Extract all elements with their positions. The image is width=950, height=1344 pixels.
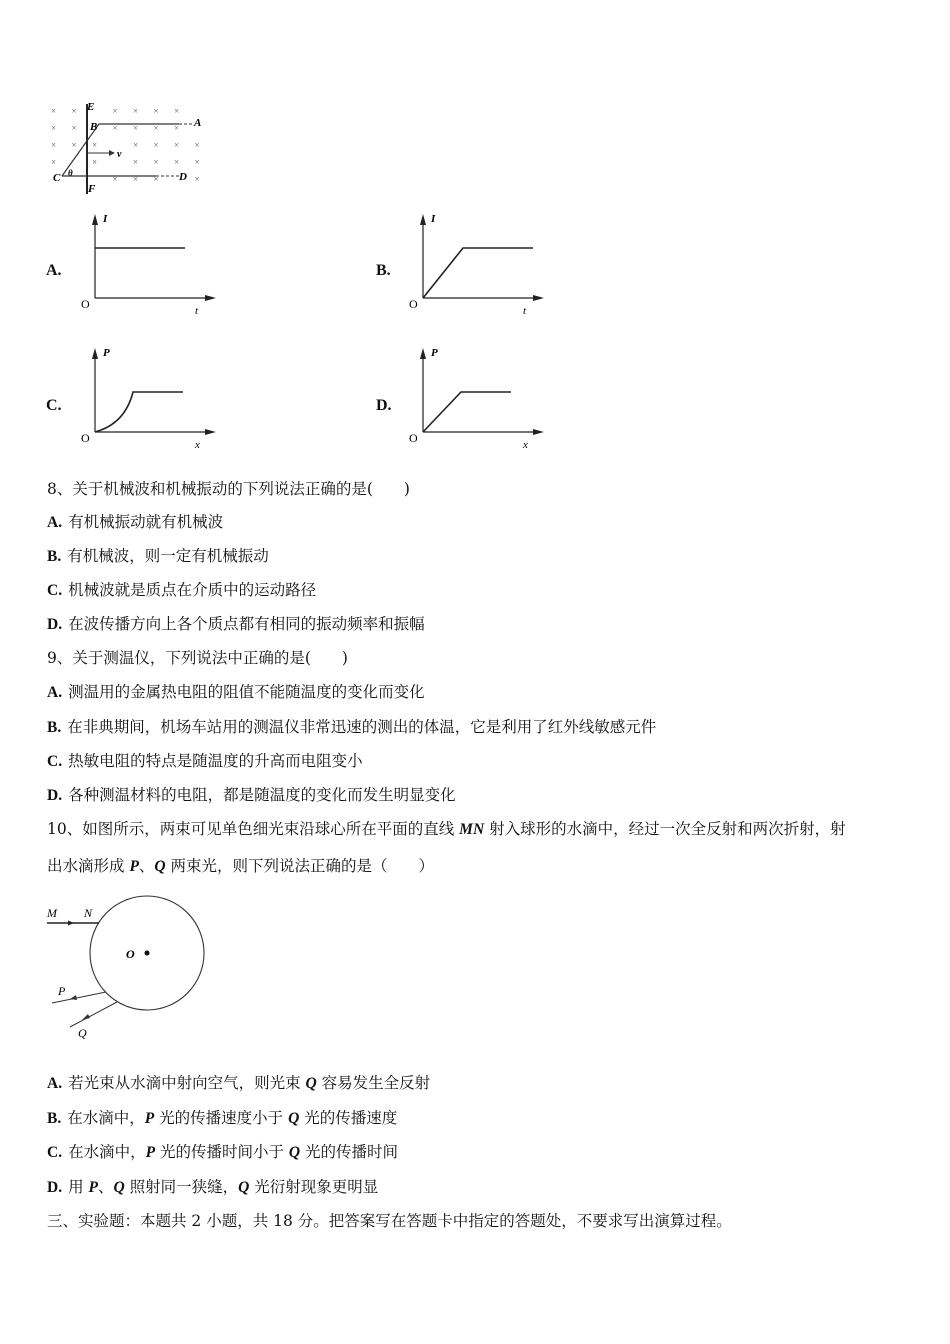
origin-label: O (409, 431, 418, 445)
text-segment: 两束光，则下列说法正确的是（ ） (165, 857, 435, 875)
y-axis-label: I (103, 213, 108, 225)
origin-label: O (409, 297, 418, 311)
q8-option-a[interactable] (47, 512, 223, 533)
q9-stem (47, 648, 348, 668)
text-segment: 三、实验题：本题共 2 小题，共 18 分。把答案写在答题卡中指定的答题处，不要求写出演算过程。 (47, 1212, 732, 1230)
label-a: A (194, 117, 202, 129)
label-c: C (53, 172, 61, 184)
text-segment: 用 (68, 1178, 89, 1196)
field-cross: × (133, 106, 139, 116)
text-segment: 照射同一狭缝， (124, 1178, 239, 1196)
y-axis-label: P (103, 347, 110, 359)
field-cross: × (71, 140, 77, 150)
field-cross: × (194, 174, 200, 184)
graph-curve (423, 392, 511, 432)
variable-symbol: Q (154, 858, 166, 875)
q10-option-b[interactable] (47, 1108, 397, 1129)
label-q: Q (78, 1026, 87, 1040)
text-segment: 、 (97, 1178, 114, 1196)
q7-option-b-graph (403, 208, 553, 318)
origin-label: O (81, 431, 90, 445)
field-cross: × (153, 106, 159, 116)
field-cross: × (133, 157, 139, 167)
q7-option-a-graph (75, 208, 225, 318)
q8-option-c[interactable] (47, 580, 316, 601)
text-segment: 机械波就是质点在介质中的运动路径 (68, 581, 317, 599)
label-d: D (179, 171, 187, 183)
q10-option-c[interactable] (47, 1142, 398, 1163)
field-cross: × (153, 157, 159, 167)
text-segment: 有机械波，则一定有机械振动 (67, 547, 269, 565)
q7-option-b-label[interactable]: B. (376, 262, 391, 279)
field-cross: × (51, 123, 57, 133)
field-cross: × (153, 174, 159, 184)
variable-symbol: Q (113, 1179, 125, 1196)
field-cross: × (174, 123, 180, 133)
field-cross: × (51, 140, 57, 150)
q7-option-c-graph (75, 342, 225, 452)
text-segment: 在波传播方向上各个质点都有相同的振动频率和振幅 (68, 615, 425, 633)
field-cross: × (174, 106, 180, 116)
variable-symbol: MN (459, 821, 485, 838)
q7-option-c-label[interactable]: C. (46, 397, 62, 414)
text-segment: 光的传播时间小于 (155, 1143, 289, 1161)
center-point (145, 951, 150, 956)
option-label: B. (47, 1110, 62, 1127)
label-n: N (84, 906, 93, 920)
variable-symbol: P (129, 858, 139, 875)
label-p: P (58, 984, 66, 998)
text-segment: 各种测温材料的电阻，都是随温度的变化而发生明显变化 (68, 786, 456, 804)
q10-option-d[interactable] (47, 1177, 378, 1198)
option-label: A. (47, 684, 63, 701)
text-segment: 测温用的金属热电阻的阻值不能随温度的变化而变化 (68, 683, 425, 701)
field-cross: × (133, 123, 139, 133)
label-theta: θ (68, 168, 73, 178)
label-f: F (88, 183, 96, 195)
q8-option-b[interactable] (47, 546, 269, 567)
variable-symbol: Q (288, 1144, 301, 1161)
field-cross: × (153, 140, 159, 150)
field-cross: × (92, 140, 98, 150)
field-cross: × (51, 106, 57, 116)
text-segment: 容易发生全反射 (316, 1074, 431, 1092)
x-axis-label: t (195, 305, 199, 317)
variable-symbol: P (145, 1144, 156, 1161)
text-segment: 9、关于测温仪，下列说法中正确的是( ) (47, 649, 348, 667)
field-cross: × (133, 174, 139, 184)
graph-curve (423, 248, 533, 298)
x-axis-label: x (195, 439, 200, 451)
text-segment: 光的传播速度小于 (154, 1109, 289, 1127)
label-b: B (90, 121, 98, 133)
q7-option-d-label[interactable]: D. (376, 397, 392, 414)
text-segment: 8、关于机械波和机械振动的下列说法正确的是( ) (47, 480, 410, 498)
field-cross: × (92, 157, 98, 167)
option-label: C. (47, 1144, 63, 1161)
option-label: A. (47, 514, 63, 531)
text-segment: 光的传播速度 (299, 1109, 398, 1127)
q10-option-a[interactable] (47, 1073, 430, 1094)
text-segment: 在非典期间，机场车站用的测温仪非常迅速的测出的体温，它是利用了红外线敏感元件 (67, 718, 657, 736)
field-cross: × (112, 174, 118, 184)
text-segment: 光的传播时间 (300, 1143, 399, 1161)
water-droplet-figure (40, 895, 220, 1045)
field-cross: × (153, 123, 159, 133)
rails-magnetic-field-figure (44, 98, 219, 196)
q10-stem-line1 (47, 819, 846, 840)
text-segment: 、 (138, 857, 155, 875)
section-3-heading (47, 1211, 732, 1231)
field-cross: × (71, 106, 77, 116)
option-label: D. (47, 1179, 63, 1196)
graph-curve (95, 392, 183, 432)
label-v: v (117, 149, 122, 160)
text-segment: 光衍射现象更明显 (249, 1178, 379, 1196)
y-axis-label: P (431, 347, 438, 359)
q9-option-b[interactable] (47, 717, 656, 738)
field-cross: × (51, 157, 57, 167)
text-segment: 在水滴中， (68, 1143, 146, 1161)
q10-stem-line2 (47, 856, 434, 877)
q7-option-d-graph (403, 342, 553, 452)
option-label: B. (47, 719, 62, 736)
text-segment: 射入球形的水滴中，经过一次全反射和两次折射，射 (484, 820, 846, 838)
field-cross: × (174, 157, 180, 167)
field-cross: × (71, 123, 77, 133)
option-label: D. (47, 787, 63, 804)
origin-label: O (81, 297, 90, 311)
field-cross: × (174, 140, 180, 150)
option-label: A. (47, 1075, 63, 1092)
text-segment: 热敏电阻的特点是随温度的升高而电阻变小 (68, 752, 363, 770)
x-axis-label: x (523, 439, 528, 451)
ray-q (70, 1002, 117, 1027)
field-cross: × (194, 140, 200, 150)
q9-option-c[interactable] (47, 751, 363, 772)
field-cross: × (112, 106, 118, 116)
text-segment: 若光束从水滴中射向空气，则光束 (68, 1074, 306, 1092)
text-segment: 出水滴形成 (47, 857, 130, 875)
field-cross: × (133, 140, 139, 150)
q9-option-d[interactable] (47, 785, 456, 806)
text-segment: 10、如图所示，两束可见单色细光束沿球心所在平面的直线 (47, 820, 460, 838)
variable-symbol: Q (238, 1179, 250, 1196)
option-label: C. (47, 753, 63, 770)
label-o: O (126, 947, 135, 961)
q8-option-d[interactable] (47, 614, 425, 635)
variable-symbol: P (144, 1110, 155, 1127)
variable-symbol: Q (288, 1110, 300, 1127)
field-cross: × (112, 123, 118, 133)
x-axis-label: t (523, 305, 527, 317)
q9-option-a[interactable] (47, 682, 425, 703)
magnetic-field-crosses (51, 106, 200, 184)
y-axis-label: I (431, 213, 436, 225)
text-segment: 在水滴中， (67, 1109, 145, 1127)
q7-option-a-label[interactable]: A. (46, 262, 62, 279)
field-cross: × (194, 157, 200, 167)
variable-symbol: Q (305, 1075, 317, 1092)
label-e: E (87, 101, 95, 113)
option-label: C. (47, 582, 63, 599)
q8-stem (47, 479, 410, 499)
option-label: D. (47, 616, 63, 633)
variable-symbol: P (88, 1179, 98, 1196)
label-m: M (47, 906, 57, 920)
text-segment: 有机械振动就有机械波 (68, 513, 224, 531)
option-label: B. (47, 548, 62, 565)
